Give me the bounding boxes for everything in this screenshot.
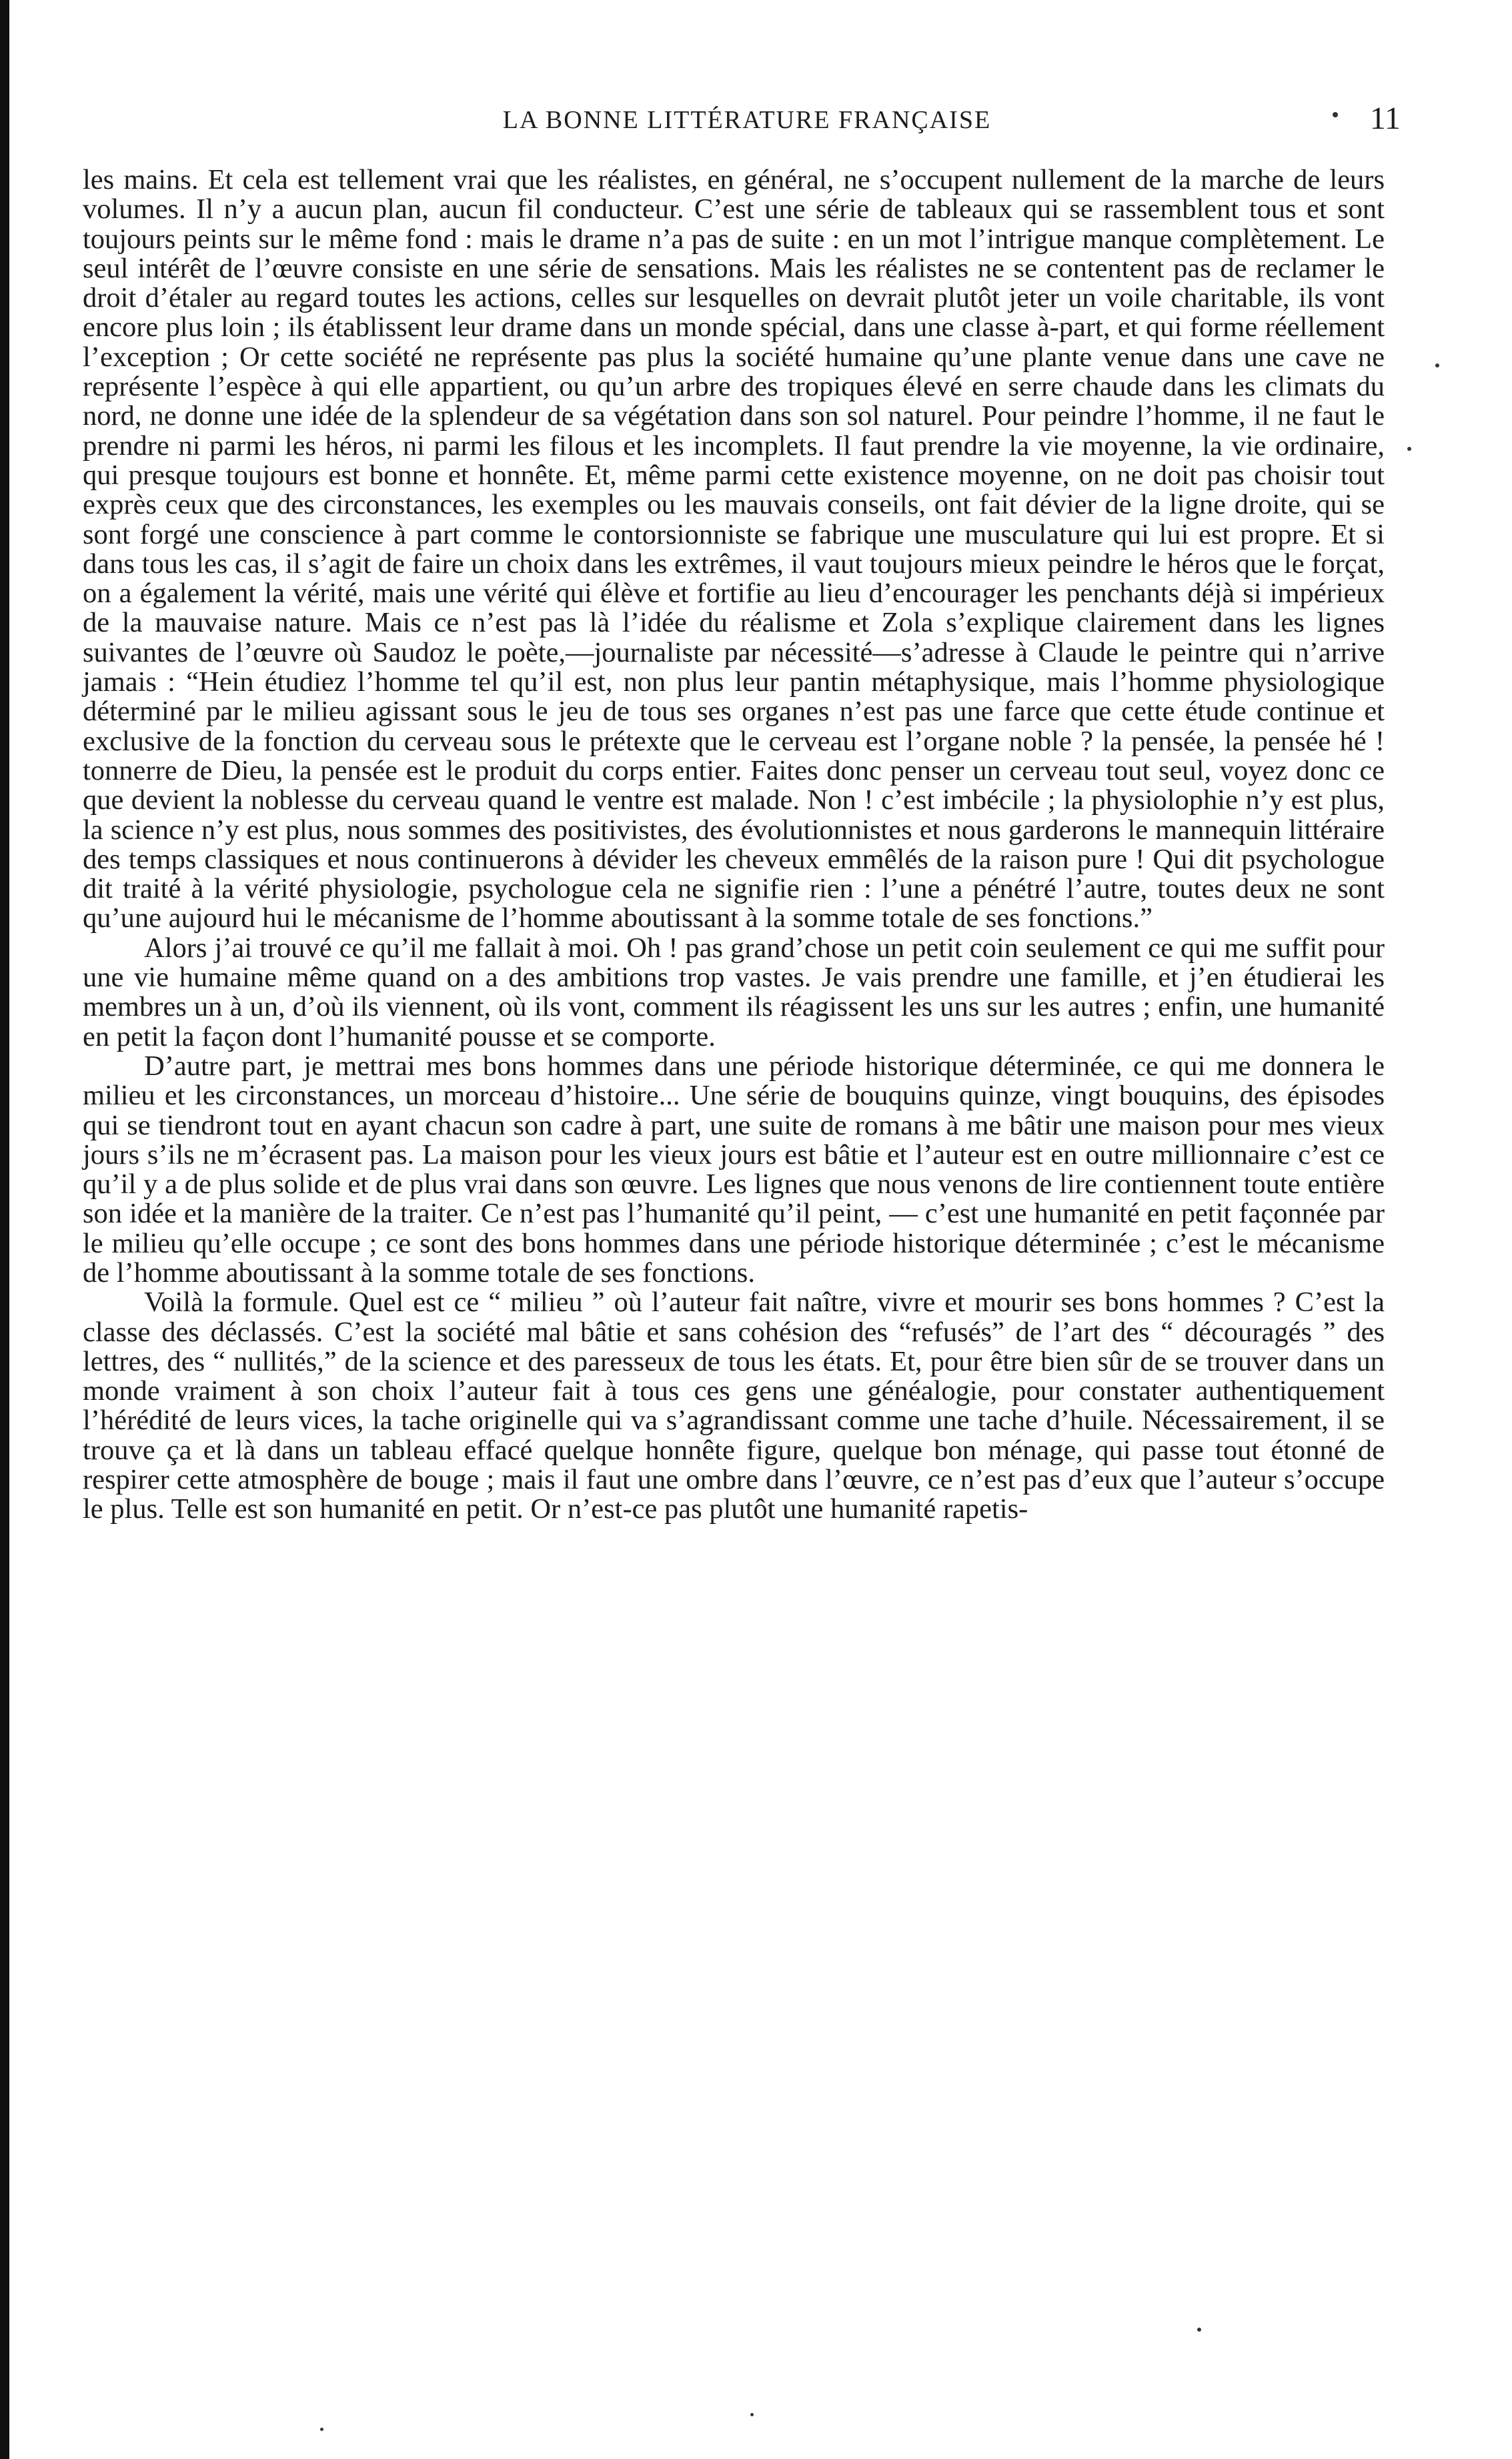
paragraph-3: D’autre part, je mettrai mes bons hommes dans une période historique déterminée, ce qui me donnera le milieu et les circonstances, un morceau d’histoire... Une série de bouquins quinze, vingt bouquins, des épisodes qui se tiendront tout en ayant chacun son cadre à part, une suite de romans à me bâtir une maison pour mes vieux jours s’ils ne m’écrasent pas. La maison pour les vieux jours est bâtie et l’auteur est en outre millionnaire c’est ce qu’il y a de plus solide et de plus vrai dans son œuvre. Les lignes que nous venons de lire contiennent toute entière son idée et la manière de la traiter. Ce n’est pas l’humanité qu’il peint, — c’est une humanité en petit façonnée par le milieu qu’elle occupe ; ce sont des bons hommes dans une période historique déterminée ; c’est le mécanisme de l’homme aboutissant à la somme totale de ses fonctions. [83,1050,1385,1289]
scan-speck [1197,2328,1201,2332]
scan-speck [1333,112,1338,117]
page-header [93,100,1401,147]
paragraph-1: les mains. Et cela est tellement vrai que les réalistes, en général, ne s’occupent nullement de la marche de leurs volumes. Il n’y a aucun plan, aucun fil conducteur. C’est une série de tableaux qui se rassemblent tous et sont toujours peints sur le même fond : mais le drame n’a pas de suite : en un mot l’intrigue manque complètement. Le seul intérêt de l’œuvre consiste en une série de sensations. Mais les réalistes ne se contentent pas de reclamer le droit d’étaler au regard toutes les actions, celles sur lesquelles on devrait plutôt jeter un voile charitable, ils vont encore plus loin ; ils établissent leur drame dans un monde spécial, dans une classe à-part, et qui forme réellement l’exception ; Or cette société ne représente pas plus la société humaine qu’une plante venue dans une cave ne représente l’espèce à qui elle appartient, ou qu’un arbre des tropiques élevé en serre chaude dans les climats du nord, ne donne une idée de la splendeur de sa végétation dans son sol naturel. Pour peindre l’homme, il ne faut le prendre ni parmi les héros, ni parmi les filous et les incomplets. Il faut prendre la vie moyenne, la vie ordinaire, qui presque toujours est bonne et honnête. Et, même parmi cette existence moyenne, on ne doit pas choisir tout exprès ceux que des circonstances, les exemples ou les mauvais conseils, ont fait dévier de la ligne droite, qui se sont forgé une conscience à part comme le contorsionniste se fabrique une musculature qui lui est propre. Et si dans tous les cas, il s’agit de faire un choix dans les extrêmes, il vaut toujours mieux peindre le héros que le forçat, on a également la vérité, mais une vérité qui élève et fortifie au lieu d’encourager les penchants déjà si impérieux de la mauvaise nature. Mais ce n’est pas là l’idée du réalisme et Zola s’explique clairement dans les lignes suivantes de l’œuvre où Saudoz le poète,—journaliste par nécessité—s’adresse à Claude le peintre qui n’arrive jamais : “Hein étudiez l’homme tel qu’il est, non plus leur pantin métaphysique, mais l’homme physiologique déterminé par le milieu agissant sous le jeu de tous ses organes n’est pas une farce que cette étude continue et exclusive de la fonction du cerveau sous le prétexte que le cerveau est l’organe noble ? la pensée, la pensée hé ! tonnerre de Dieu, la pensée est le produit du corps entier. Faites donc penser un cerveau tout seul, voyez donc ce que devient la noblesse du cerveau quand le ventre est malade. Non ! c’est imbécile ; la physiolophie n’y est plus, la science n’y est plus, nous sommes des positivistes, des évolutionnistes et nous garderons le mannequin littéraire des temps classiques et nous continuerons à dévider les cheveux emmêlés de la raison pure ! Qui dit psychologue dit traité à la vérité physiologie, psychologue cela ne signifie rien : l’une a pénétré l’autre, toutes deux ne sont qu’une aujourd hui le mécanisme de l’homme aboutissant à la somme totale de ses fonctions.” [83,164,1385,934]
scan-speck [1435,363,1439,367]
paragraph-4: Voilà la formule. Quel est ce “ milieu ” où l’auteur fait naître, vivre et mourir ses bons hommes ? C’est la classe des déclassés. C’est la société mal bâtie et sans cohésion des “refusés” de l’art des “ découragés ” des lettres, des “ nullités,” de la science et des paresseux de tous les états. Et, pour être bien sûr de se trouver dans un monde vraiment à son choix l’auteur fait à tous ces gens une généalogie, pour constater authentiquement l’hérédité de leurs vices, la tache originelle qui va s’agrandissant comme une tache d’huile. Nécessairement, il se trouve ça et là dans un tableau effacé quelque honnête figure, quelque bon ménage, qui passe tout étonné de respirer cette atmosphère de bouge ; mais il faut une ombre dans l’œuvre, ce n’est pas d’eux que l’auteur s’occupe le plus. Telle est son humanité en petit. Or n’est-ce pas plutôt une humanité rapetis- [83,1287,1385,1525]
scan-speck [1407,447,1411,451]
paragraph-2: Alors j’ai trouvé ce qu’il me fallait à moi. Oh ! pas grand’chose un petit coin seulement ce qui me suffit pour une vie humaine même quand on a des ambitions trop vastes. Je vais prendre une famille, et j’en étudierai les membres un à un, d’où ils viennent, où ils vont, comment ils réagissent les uns sur les autres ; enfin, une humanité en petit la façon dont l’humanité pousse et se comporte. [83,932,1385,1052]
running-title: LA BONNE LITTÉRATURE FRANÇAISE [502,106,992,134]
body-text [83,165,1385,1525]
scan-speck [320,2428,323,2431]
scan-speck [750,2413,754,2416]
page-number: 11 [1369,101,1401,136]
scan-margin-bar [0,0,9,2459]
